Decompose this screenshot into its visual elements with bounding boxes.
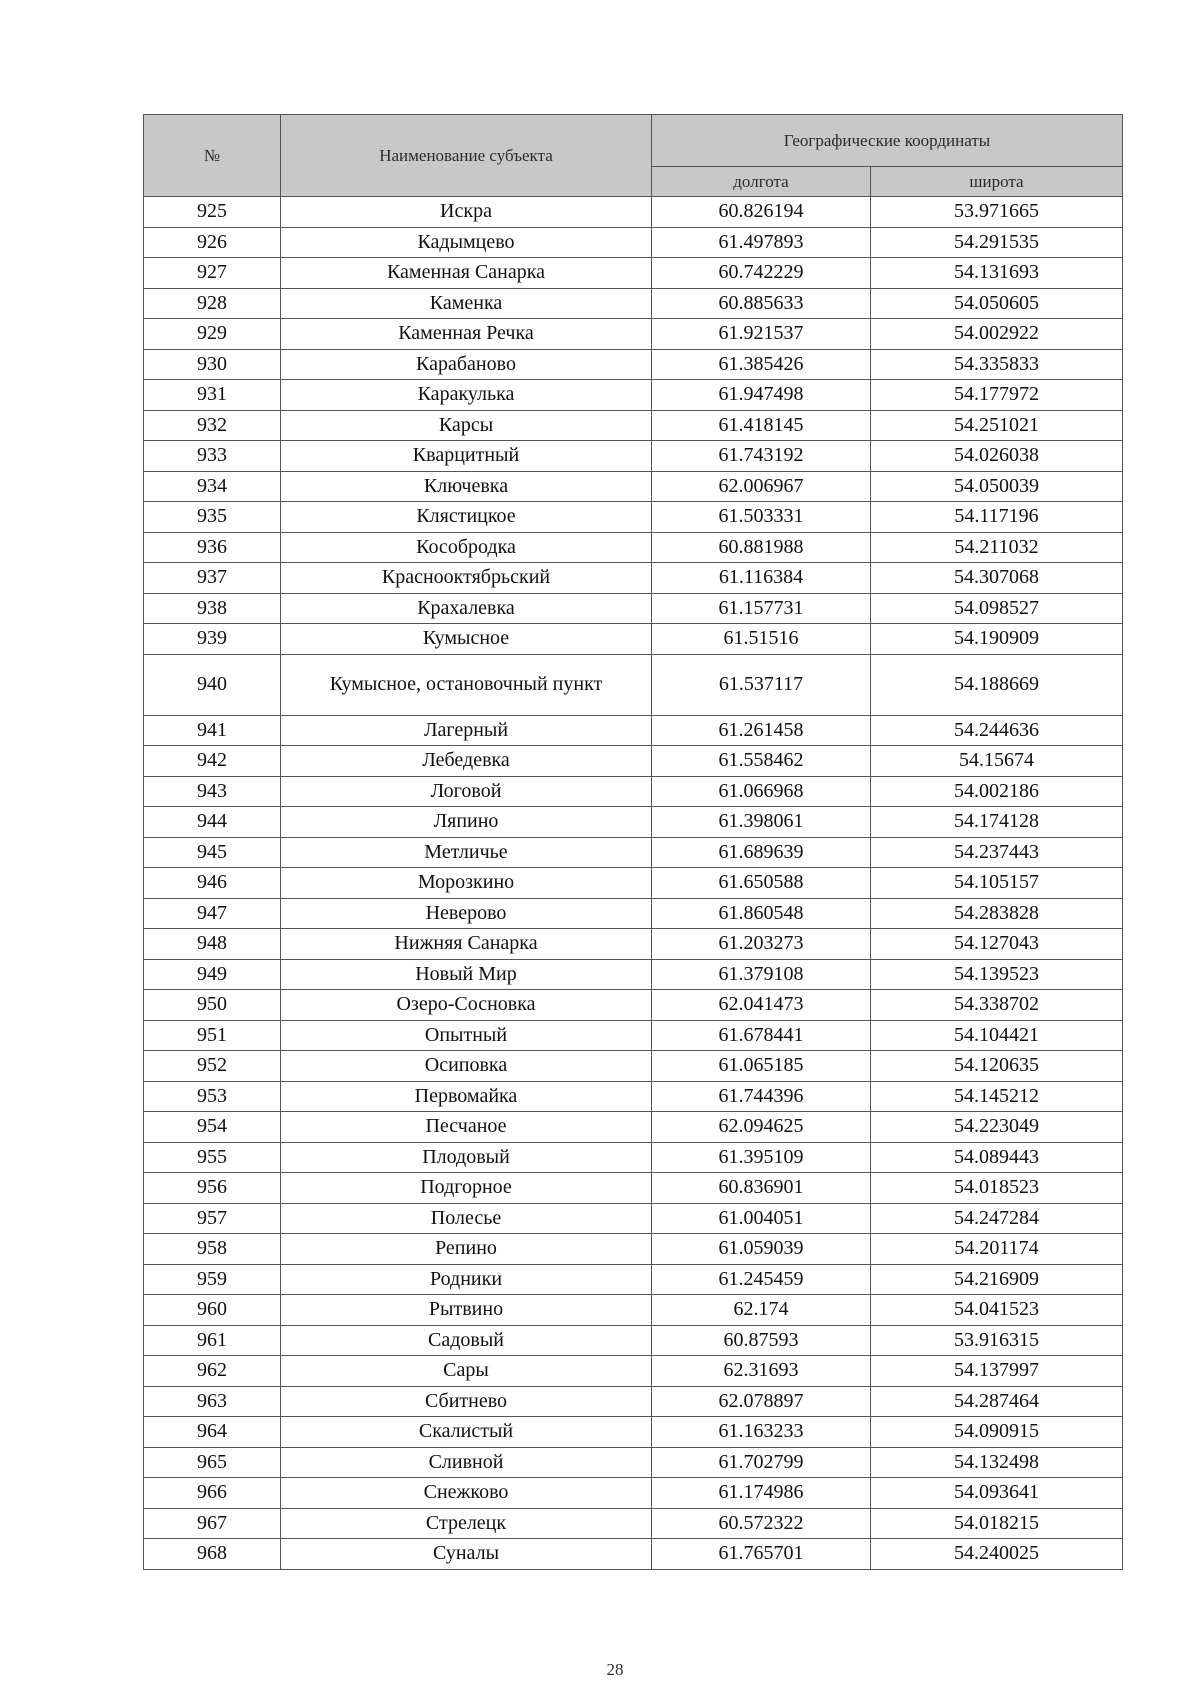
cell-name: Осиповка xyxy=(281,1051,652,1082)
cell-longitude: 61.395109 xyxy=(652,1142,871,1173)
table-row xyxy=(144,380,1123,411)
cell-number: 963 xyxy=(144,1386,281,1417)
cell-number: 948 xyxy=(144,929,281,960)
table-row xyxy=(144,654,1123,715)
cell-number: 958 xyxy=(144,1234,281,1265)
cell-longitude: 61.379108 xyxy=(652,959,871,990)
cell-name: Кадымцево xyxy=(281,227,652,258)
cell-name: Кособродка xyxy=(281,532,652,563)
cell-name: Сливной xyxy=(281,1447,652,1478)
header-name: Наименование субъекта xyxy=(281,115,652,197)
table-row xyxy=(144,502,1123,533)
cell-number: 962 xyxy=(144,1356,281,1387)
cell-number: 944 xyxy=(144,807,281,838)
cell-longitude: 61.558462 xyxy=(652,746,871,777)
table-row xyxy=(144,288,1123,319)
cell-longitude: 61.261458 xyxy=(652,715,871,746)
cell-number: 951 xyxy=(144,1020,281,1051)
cell-latitude: 54.15674 xyxy=(871,746,1123,777)
table-row xyxy=(144,1020,1123,1051)
table-row xyxy=(144,715,1123,746)
cell-longitude: 61.51516 xyxy=(652,624,871,655)
cell-longitude: 61.245459 xyxy=(652,1264,871,1295)
cell-number: 927 xyxy=(144,258,281,289)
cell-latitude: 53.916315 xyxy=(871,1325,1123,1356)
cell-name: Неверово xyxy=(281,898,652,929)
cell-name: Каракулька xyxy=(281,380,652,411)
cell-name: Озеро-Сосновка xyxy=(281,990,652,1021)
cell-longitude: 61.744396 xyxy=(652,1081,871,1112)
cell-name: Ляпино xyxy=(281,807,652,838)
cell-number: 930 xyxy=(144,349,281,380)
cell-number: 943 xyxy=(144,776,281,807)
table-row xyxy=(144,1264,1123,1295)
table-row xyxy=(144,1325,1123,1356)
table-row xyxy=(144,1081,1123,1112)
cell-name: Снежково xyxy=(281,1478,652,1509)
cell-latitude: 54.105157 xyxy=(871,868,1123,899)
table-row xyxy=(144,868,1123,899)
cell-longitude: 61.689639 xyxy=(652,837,871,868)
table-row xyxy=(144,959,1123,990)
cell-name: Лебедевка xyxy=(281,746,652,777)
cell-longitude: 61.065185 xyxy=(652,1051,871,1082)
cell-name: Карсы xyxy=(281,410,652,441)
cell-name: Каменка xyxy=(281,288,652,319)
cell-longitude: 60.885633 xyxy=(652,288,871,319)
table-row xyxy=(144,1539,1123,1570)
cell-number: 955 xyxy=(144,1142,281,1173)
cell-latitude: 54.145212 xyxy=(871,1081,1123,1112)
cell-name: Рытвино xyxy=(281,1295,652,1326)
cell-number: 956 xyxy=(144,1173,281,1204)
cell-latitude: 54.120635 xyxy=(871,1051,1123,1082)
cell-latitude: 54.237443 xyxy=(871,837,1123,868)
cell-longitude: 61.702799 xyxy=(652,1447,871,1478)
cell-latitude: 54.139523 xyxy=(871,959,1123,990)
table-row xyxy=(144,1142,1123,1173)
table-row xyxy=(144,410,1123,441)
table-row xyxy=(144,319,1123,350)
table-row xyxy=(144,532,1123,563)
cell-name: Крахалевка xyxy=(281,593,652,624)
cell-name: Метличье xyxy=(281,837,652,868)
cell-name: Подгорное xyxy=(281,1173,652,1204)
cell-number: 960 xyxy=(144,1295,281,1326)
cell-name: Стрелецк xyxy=(281,1508,652,1539)
cell-name: Полесье xyxy=(281,1203,652,1234)
cell-longitude: 61.503331 xyxy=(652,502,871,533)
cell-latitude: 54.335833 xyxy=(871,349,1123,380)
cell-longitude: 61.398061 xyxy=(652,807,871,838)
cell-latitude: 54.223049 xyxy=(871,1112,1123,1143)
table-row xyxy=(144,776,1123,807)
cell-number: 968 xyxy=(144,1539,281,1570)
cell-number: 942 xyxy=(144,746,281,777)
cell-latitude: 54.137997 xyxy=(871,1356,1123,1387)
cell-longitude: 61.947498 xyxy=(652,380,871,411)
coordinates-table xyxy=(143,114,1123,1570)
cell-longitude: 60.836901 xyxy=(652,1173,871,1204)
cell-latitude: 54.090915 xyxy=(871,1417,1123,1448)
cell-number: 966 xyxy=(144,1478,281,1509)
cell-name: Логовой xyxy=(281,776,652,807)
cell-latitude: 54.177972 xyxy=(871,380,1123,411)
cell-name: Искра xyxy=(281,197,652,228)
table-row xyxy=(144,1112,1123,1143)
cell-latitude: 54.216909 xyxy=(871,1264,1123,1295)
cell-longitude: 61.066968 xyxy=(652,776,871,807)
cell-latitude: 54.041523 xyxy=(871,1295,1123,1326)
cell-name: Новый Мир xyxy=(281,959,652,990)
cell-longitude: 62.078897 xyxy=(652,1386,871,1417)
table-row xyxy=(144,197,1123,228)
cell-number: 940 xyxy=(144,654,281,715)
cell-name: Сары xyxy=(281,1356,652,1387)
cell-name: Нижняя Санарка xyxy=(281,929,652,960)
table-row xyxy=(144,1203,1123,1234)
cell-longitude: 62.31693 xyxy=(652,1356,871,1387)
table-row xyxy=(144,1173,1123,1204)
table-row xyxy=(144,1386,1123,1417)
cell-longitude: 61.203273 xyxy=(652,929,871,960)
cell-latitude: 54.050039 xyxy=(871,471,1123,502)
cell-longitude: 62.174 xyxy=(652,1295,871,1326)
cell-longitude: 60.826194 xyxy=(652,197,871,228)
cell-number: 965 xyxy=(144,1447,281,1478)
cell-latitude: 54.190909 xyxy=(871,624,1123,655)
cell-longitude: 61.743192 xyxy=(652,441,871,472)
table-row xyxy=(144,1508,1123,1539)
cell-latitude: 54.026038 xyxy=(871,441,1123,472)
cell-number: 928 xyxy=(144,288,281,319)
cell-latitude: 54.291535 xyxy=(871,227,1123,258)
cell-latitude: 54.247284 xyxy=(871,1203,1123,1234)
cell-longitude: 61.418145 xyxy=(652,410,871,441)
cell-latitude: 54.050605 xyxy=(871,288,1123,319)
cell-number: 934 xyxy=(144,471,281,502)
cell-name: Кварцитный xyxy=(281,441,652,472)
cell-latitude: 54.338702 xyxy=(871,990,1123,1021)
cell-longitude: 60.87593 xyxy=(652,1325,871,1356)
table-row xyxy=(144,1234,1123,1265)
cell-number: 937 xyxy=(144,563,281,594)
table-row xyxy=(144,837,1123,868)
cell-number: 952 xyxy=(144,1051,281,1082)
cell-name: Каменная Речка xyxy=(281,319,652,350)
cell-name: Суналы xyxy=(281,1539,652,1570)
cell-name: Кумысное xyxy=(281,624,652,655)
table-row xyxy=(144,441,1123,472)
cell-latitude: 54.287464 xyxy=(871,1386,1123,1417)
table-row xyxy=(144,624,1123,655)
cell-longitude: 61.157731 xyxy=(652,593,871,624)
cell-latitude: 54.244636 xyxy=(871,715,1123,746)
cell-longitude: 60.572322 xyxy=(652,1508,871,1539)
table-row xyxy=(144,471,1123,502)
cell-number: 959 xyxy=(144,1264,281,1295)
cell-longitude: 62.006967 xyxy=(652,471,871,502)
cell-number: 935 xyxy=(144,502,281,533)
table-row xyxy=(144,1478,1123,1509)
cell-number: 953 xyxy=(144,1081,281,1112)
cell-longitude: 61.860548 xyxy=(652,898,871,929)
cell-number: 933 xyxy=(144,441,281,472)
cell-longitude: 60.742229 xyxy=(652,258,871,289)
cell-latitude: 54.131693 xyxy=(871,258,1123,289)
cell-longitude: 61.174986 xyxy=(652,1478,871,1509)
cell-latitude: 54.018523 xyxy=(871,1173,1123,1204)
table-row xyxy=(144,227,1123,258)
table-row xyxy=(144,898,1123,929)
table-row xyxy=(144,593,1123,624)
cell-name: Сбитнево xyxy=(281,1386,652,1417)
cell-latitude: 54.201174 xyxy=(871,1234,1123,1265)
cell-latitude: 54.093641 xyxy=(871,1478,1123,1509)
cell-number: 929 xyxy=(144,319,281,350)
cell-number: 967 xyxy=(144,1508,281,1539)
cell-latitude: 54.018215 xyxy=(871,1508,1123,1539)
cell-latitude: 54.283828 xyxy=(871,898,1123,929)
table-row xyxy=(144,929,1123,960)
cell-number: 947 xyxy=(144,898,281,929)
cell-number: 957 xyxy=(144,1203,281,1234)
cell-longitude: 61.497893 xyxy=(652,227,871,258)
cell-longitude: 61.678441 xyxy=(652,1020,871,1051)
cell-number: 936 xyxy=(144,532,281,563)
cell-latitude: 54.211032 xyxy=(871,532,1123,563)
cell-name: Кумысное, остановочный пункт xyxy=(281,654,652,715)
cell-name: Карабаново xyxy=(281,349,652,380)
cell-longitude: 61.650588 xyxy=(652,868,871,899)
cell-number: 949 xyxy=(144,959,281,990)
cell-name: Клястицкое xyxy=(281,502,652,533)
table-row xyxy=(144,990,1123,1021)
table-row xyxy=(144,1356,1123,1387)
cell-name: Морозкино xyxy=(281,868,652,899)
table-row xyxy=(144,746,1123,777)
table-row xyxy=(144,258,1123,289)
cell-number: 941 xyxy=(144,715,281,746)
cell-latitude: 54.240025 xyxy=(871,1539,1123,1570)
cell-longitude: 61.163233 xyxy=(652,1417,871,1448)
cell-longitude: 62.041473 xyxy=(652,990,871,1021)
cell-name: Плодовый xyxy=(281,1142,652,1173)
table-row xyxy=(144,1447,1123,1478)
table-row xyxy=(144,1417,1123,1448)
cell-name: Садовый xyxy=(281,1325,652,1356)
header-latitude: широта xyxy=(871,167,1123,197)
cell-number: 931 xyxy=(144,380,281,411)
cell-longitude: 61.116384 xyxy=(652,563,871,594)
cell-latitude: 54.188669 xyxy=(871,654,1123,715)
cell-latitude: 54.132498 xyxy=(871,1447,1123,1478)
cell-name: Скалистый xyxy=(281,1417,652,1448)
cell-latitude: 54.002922 xyxy=(871,319,1123,350)
cell-number: 945 xyxy=(144,837,281,868)
cell-number: 925 xyxy=(144,197,281,228)
cell-name: Первомайка xyxy=(281,1081,652,1112)
cell-number: 954 xyxy=(144,1112,281,1143)
cell-number: 932 xyxy=(144,410,281,441)
cell-longitude: 61.765701 xyxy=(652,1539,871,1570)
page-number: 28 xyxy=(606,1660,624,1679)
cell-number: 926 xyxy=(144,227,281,258)
table-body xyxy=(144,197,1123,1570)
table-row xyxy=(144,349,1123,380)
cell-latitude: 54.098527 xyxy=(871,593,1123,624)
cell-longitude: 61.921537 xyxy=(652,319,871,350)
cell-name: Ключевка xyxy=(281,471,652,502)
cell-number: 950 xyxy=(144,990,281,1021)
table-row xyxy=(144,1295,1123,1326)
cell-name: Репино xyxy=(281,1234,652,1265)
cell-name: Краснооктябрьский xyxy=(281,563,652,594)
cell-latitude: 54.104421 xyxy=(871,1020,1123,1051)
cell-latitude: 54.117196 xyxy=(871,502,1123,533)
cell-name: Каменная Санарка xyxy=(281,258,652,289)
cell-name: Песчаное xyxy=(281,1112,652,1143)
cell-longitude: 62.094625 xyxy=(652,1112,871,1143)
header-coordinates: Географические координаты xyxy=(652,115,1123,167)
header-number: № xyxy=(144,115,281,197)
cell-number: 946 xyxy=(144,868,281,899)
cell-number: 964 xyxy=(144,1417,281,1448)
cell-name: Опытный xyxy=(281,1020,652,1051)
cell-number: 961 xyxy=(144,1325,281,1356)
cell-latitude: 54.307068 xyxy=(871,563,1123,594)
cell-latitude: 54.174128 xyxy=(871,807,1123,838)
table-header xyxy=(144,115,1123,197)
cell-latitude: 54.251021 xyxy=(871,410,1123,441)
cell-latitude: 53.971665 xyxy=(871,197,1123,228)
cell-longitude: 61.004051 xyxy=(652,1203,871,1234)
cell-latitude: 54.127043 xyxy=(871,929,1123,960)
cell-number: 939 xyxy=(144,624,281,655)
table-row xyxy=(144,807,1123,838)
cell-longitude: 61.059039 xyxy=(652,1234,871,1265)
table-row xyxy=(144,1051,1123,1082)
cell-longitude: 61.537117 xyxy=(652,654,871,715)
cell-number: 938 xyxy=(144,593,281,624)
table-row xyxy=(144,563,1123,594)
cell-name: Лагерный xyxy=(281,715,652,746)
cell-latitude: 54.002186 xyxy=(871,776,1123,807)
cell-name: Родники xyxy=(281,1264,652,1295)
header-longitude: долгота xyxy=(652,167,871,197)
cell-latitude: 54.089443 xyxy=(871,1142,1123,1173)
cell-longitude: 60.881988 xyxy=(652,532,871,563)
cell-longitude: 61.385426 xyxy=(652,349,871,380)
